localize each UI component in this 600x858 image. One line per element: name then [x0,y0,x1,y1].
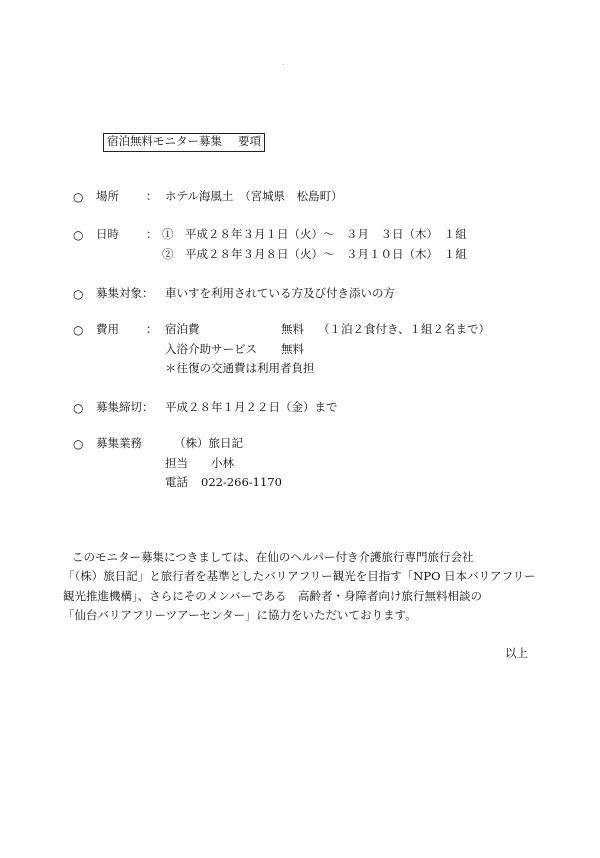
paragraph-line-1: このモニター募集につきましては、在仙のヘルパー付き介護旅行専門旅行会社 [72,550,474,564]
contact-name: 小林 [211,456,234,470]
deadline-label: 募集締切： [96,400,154,414]
cost-label: 費用 [96,322,119,336]
date-item-1: ① 平成２８年３月１日（火）～ ３月 ３日（木） １組 [162,227,467,241]
closing-mark: 以上 [505,646,528,660]
bullet-operator: ○ [73,437,84,451]
title-suffix: 要項 [238,134,261,148]
cost-note-lodging: （１泊２食付き、１組２名まで） [318,322,491,336]
paragraph-line-2: 「（株）旅日記」と旅行者を基準としたバリアフリー観光を目指す「NPO 日本バリアフリー [63,569,536,584]
title-main: 宿泊無料モニター募集 [107,134,222,148]
bullet-deadline: ○ [73,401,84,415]
document-title [103,133,265,152]
scan-speck [283,64,284,65]
contact-label: 担当 [165,456,188,470]
phone-label: 電話 [165,475,188,489]
dates-label: 日時 [96,227,119,241]
location-value: ホテル海風土 （宮城県 松島町） [165,189,343,203]
target-label: 募集対象： [96,286,154,300]
location-label: 場所 [96,189,119,203]
operator-label: 募集業務 [96,436,142,450]
bullet-dates: ○ [73,228,84,242]
paragraph-line-4: 「仙台バリアフリーツアーセンター」に協力をいただいております。 [63,608,417,623]
phone-number: 022-266-1170 [201,475,282,489]
cost-price-bathing: 無料 [281,342,304,356]
cost-item-lodging: 宿泊費 [165,322,200,336]
paragraph-line-3: 観光推進機構」、さらにそのメンバーである 高齢者・身障者向け旅行無料相談の [63,588,482,603]
bullet-target: ○ [73,287,84,301]
cooperation-paragraph [63,548,536,626]
location-colon: ： [146,189,158,203]
cost-footnote: ＊往復の交通費は利用者負担 [165,361,315,375]
operator-company: （株）旅日記 [174,436,243,450]
cost-colon: ： [146,322,158,336]
target-value: 車いすを利用されている方及び付き添いの方 [165,286,395,300]
cost-item-bathing: 入浴介助サービス [165,342,257,356]
cost-price-lodging: 無料 [281,322,304,336]
bullet-location: ○ [73,190,84,204]
date-item-2: ② 平成２８年３月８日（火）～ ３月１０日（木） １組 [162,247,467,261]
bullet-cost: ○ [73,323,84,337]
deadline-value: 平成２８年１月２２日（金）まで [165,400,338,414]
dates-colon: ： [146,227,158,241]
